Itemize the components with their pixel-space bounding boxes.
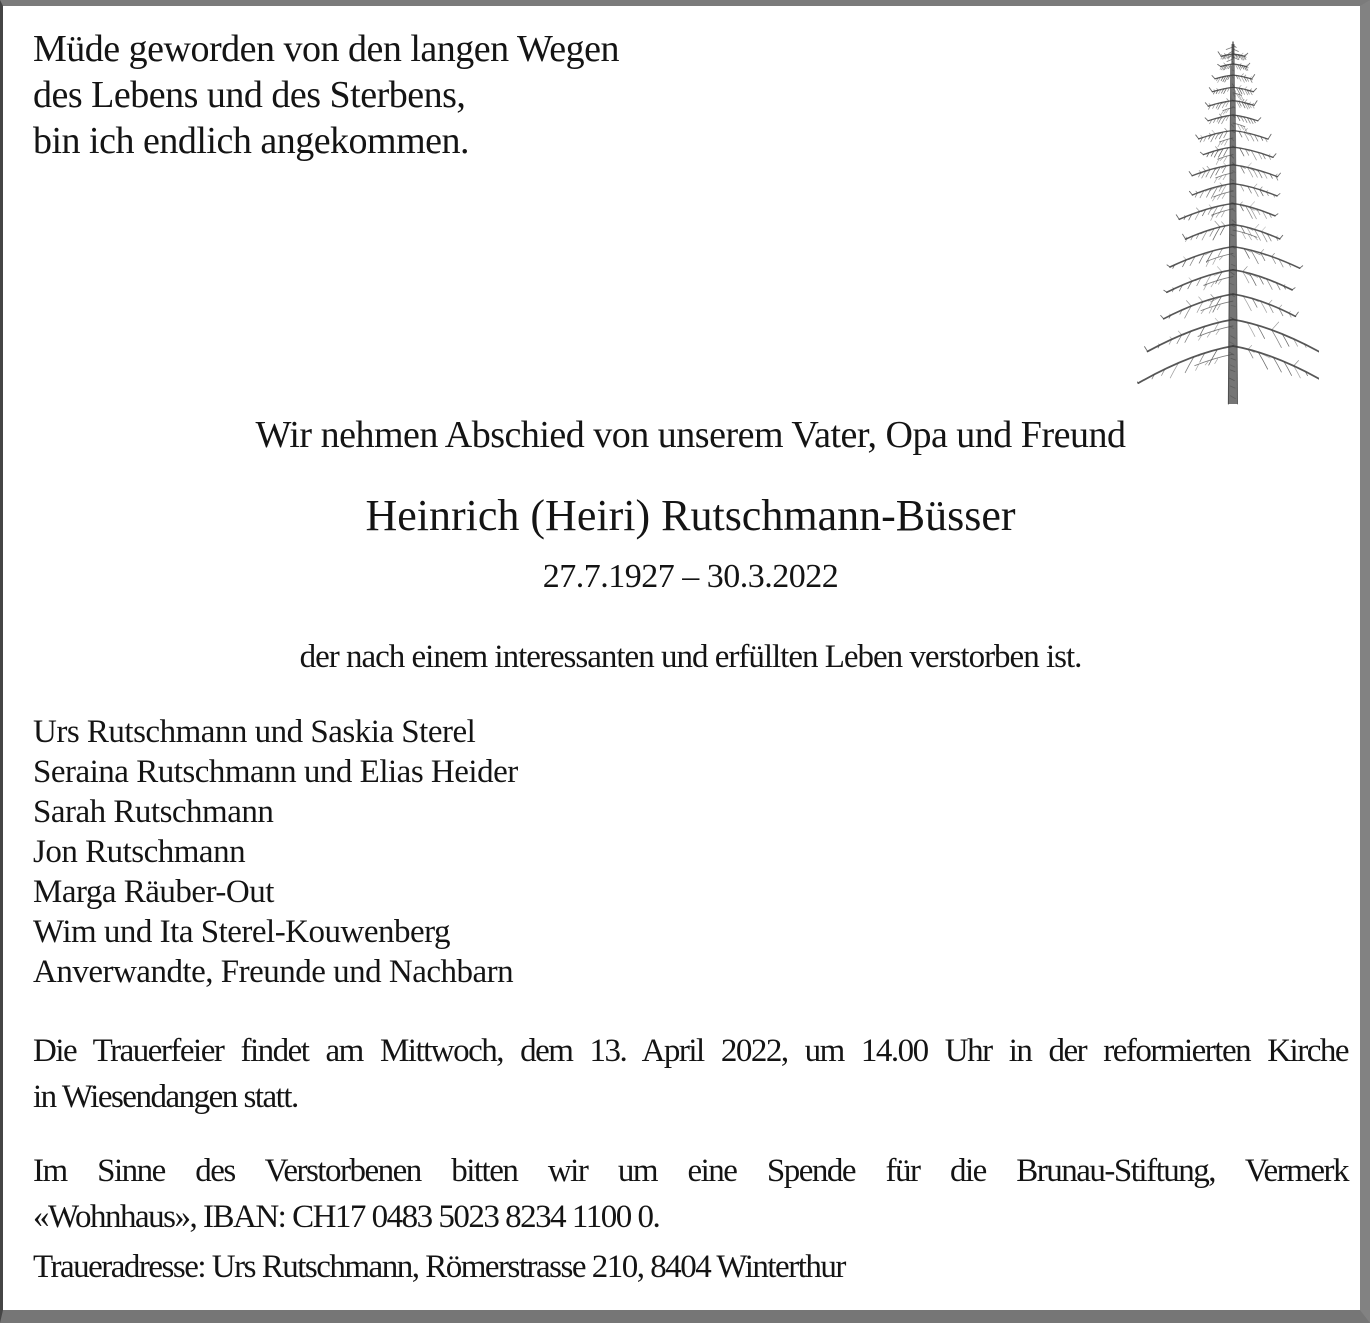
mourner-item: Wim und Ita Sterel-Kouwenberg	[33, 914, 451, 950]
deceased-name: Heinrich (Heiri) Rutschmann-Büsser	[365, 491, 1016, 540]
mourner-item: Urs Rutschmann und Saskia Sterel	[33, 714, 476, 750]
poem-line: Müde geworden von den langen Wegen	[33, 28, 620, 70]
donation-line: «Wohnhaus», IBAN: CH17 0483 5023 8234 1100 0.	[33, 1199, 660, 1235]
fir-tree-image	[1137, 36, 1319, 408]
funeral-line: Die Trauerfeier findet am Mittwoch, dem 13. April 2022, um 14.00 Uhr in der reformierten Kirche	[33, 1033, 1348, 1069]
donation-line: Im Sinne des Verstorbenen bitten wir um eine Spende für die Brunau-Stiftung, Vermerk	[33, 1153, 1348, 1189]
donation-details	[33, 1148, 1348, 1240]
farewell-intro: Wir nehmen Abschied von unserem Vater, Opa und Freund	[255, 414, 1126, 456]
life-dates: 27.7.1927 – 30.3.2022	[542, 558, 839, 595]
deceased-subline: der nach einem interessanten und erfüllten Leben verstorben ist.	[299, 639, 1082, 675]
mourning-address: Traueradresse: Urs Rutschmann, Römerstrasse 210, 8404 Winterthur	[33, 1249, 845, 1285]
poem-line: bin ich endlich angekommen.	[33, 120, 470, 162]
mourner-item: Seraina Rutschmann und Elias Heider	[33, 754, 518, 790]
poem-line: des Lebens und des Sterbens,	[33, 74, 466, 116]
mourner-item: Anverwandte, Freunde und Nachbarn	[33, 954, 514, 990]
mourners-list	[33, 712, 1348, 992]
mourner-item: Sarah Rutschmann	[33, 794, 274, 830]
fir-tree-illustration	[1137, 36, 1319, 408]
mourner-item: Jon Rutschmann	[33, 834, 246, 870]
funeral-details	[33, 1028, 1348, 1120]
funeral-line: in Wiesendangen statt.	[33, 1079, 298, 1115]
mourner-item: Marga Räuber-Out	[33, 874, 274, 910]
